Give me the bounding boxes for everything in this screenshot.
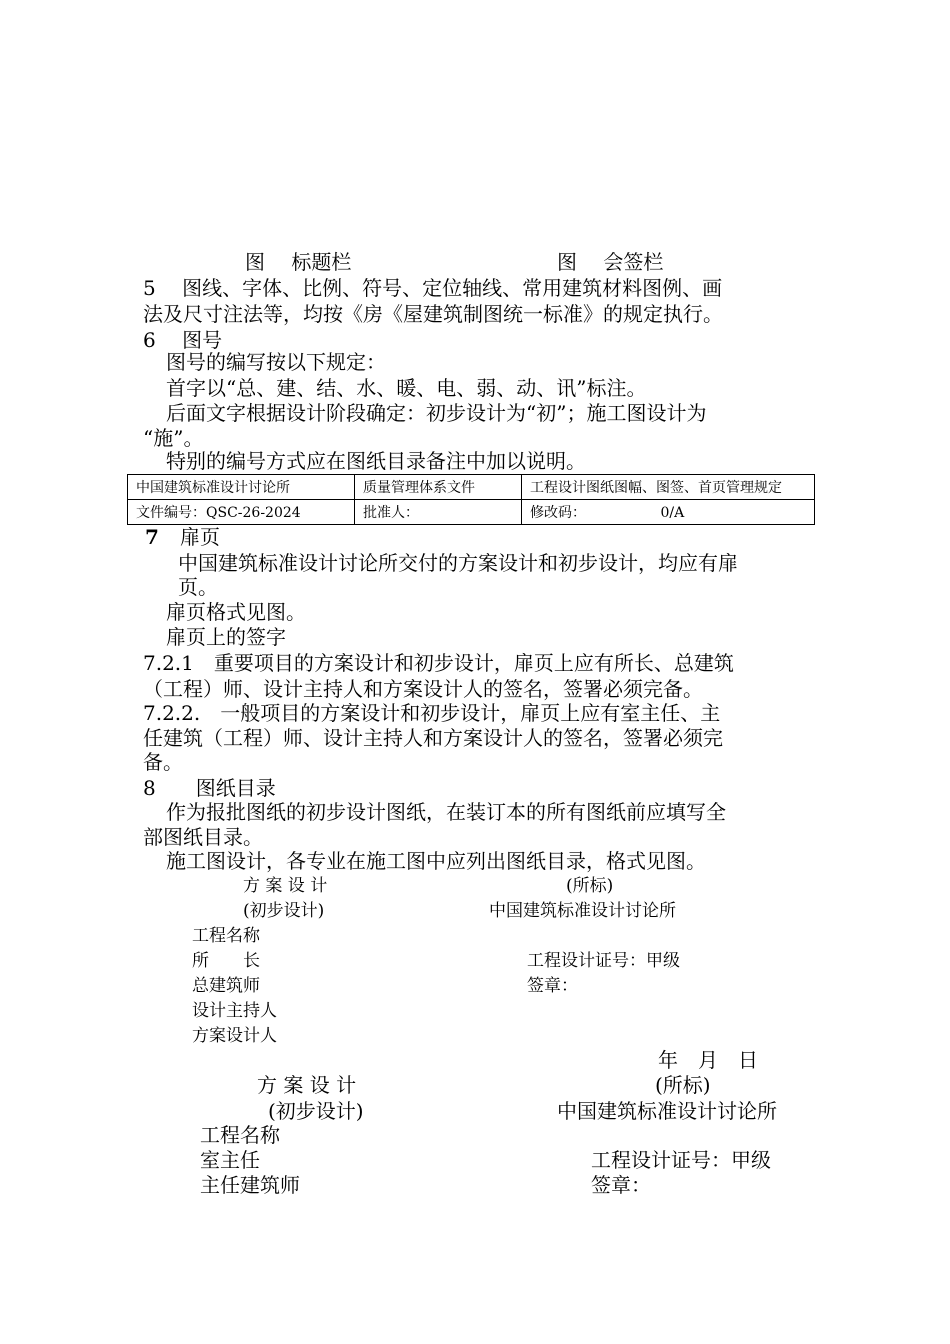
section-6-para-4: 特别的编号方式应在图纸目录备注中加以说明。 (166, 449, 586, 473)
section-7-heading: 扉页 (180, 525, 220, 549)
section-7-number: 7 (145, 525, 159, 549)
form1-design-host-label: 设计主持人 (192, 1001, 277, 1021)
form2-chief-architect-label: 主任建筑师 (200, 1173, 300, 1197)
form2-date-line: 年 月 日 (658, 1048, 758, 1072)
form2-title: 方 案 设 计 (257, 1073, 357, 1097)
section-6-para-3a: 后面文字根据设计阶段确定：初步设计为“初”；施工图设计为 (166, 401, 707, 425)
revision-value: 0/A (660, 505, 685, 521)
form1-institute-mark: (所标) (566, 876, 614, 896)
clause-7-2-2-line-3: 备。 (143, 750, 183, 774)
form2-certificate-label: 工程设计证号：甲级 (591, 1148, 771, 1172)
revision-label: 修改码： (530, 505, 586, 521)
figure-caption-signature-block: 图 会签栏 (557, 250, 664, 274)
section-6-para-3b: “施”。 (143, 426, 204, 450)
section-7-para-2: 扉页格式见图。 (166, 600, 306, 624)
section-6-para-2: 首字以“总、建、结、水、暖、电、弱、动、讯”标注。 (166, 376, 647, 400)
section-7-para-1b: 页。 (178, 575, 218, 599)
section-8-heading: 8 图纸目录 (143, 776, 276, 800)
form2-room-head-label: 室主任 (200, 1148, 260, 1172)
form2-project-name-label: 工程名称 (200, 1123, 280, 1147)
form1-certificate-label: 工程设计证号：甲级 (527, 951, 680, 971)
form1-director-label: 所 长 (192, 951, 260, 971)
form1-title: 方 案 设 计 (243, 876, 328, 896)
header-doc-number-cell: 文件编号：QSC-26-2024 (128, 500, 355, 525)
section-7-para-1a: 中国建筑标准设计讨论所交付的方案设计和初步设计，均应有扉 (178, 551, 738, 575)
section-8-para-1b: 部图纸目录。 (143, 825, 263, 849)
form1-subtitle: (初步设计) (243, 901, 325, 921)
header-doc-type-cell: 质量管理体系文件 (355, 475, 522, 500)
header-row-1 (128, 475, 815, 500)
form2-subtitle: (初步设计) (268, 1099, 364, 1123)
header-approver-cell: 批准人： (355, 500, 522, 525)
clause-7-2-1-line-1: 7.2.1 重要项目的方案设计和初步设计，扉页上应有所长、总建筑 (143, 651, 734, 675)
section-8-para-1a: 作为报批图纸的初步设计图纸，在装订本的所有图纸前应填写全 (166, 800, 726, 824)
section-5-line-2: 法及尺寸注法等，均按《房《屋建筑制图统一标准》的规定执行。 (143, 302, 723, 326)
form1-organization: 中国建筑标准设计讨论所 (489, 901, 676, 921)
header-doc-title-cell: 工程设计图纸图幅、图签、首页管理规定 (522, 475, 815, 500)
section-7-para-3: 扉页上的签字 (166, 625, 286, 649)
section-8-para-2: 施工图设计，各专业在施工图中应列出图纸目录，格式见图。 (166, 849, 706, 873)
section-5-line-1: 5 图线、字体、比例、符号、定位轴线、常用建筑材料图例、画 (143, 276, 723, 300)
form1-chief-architect-label: 总建筑师 (192, 976, 260, 996)
form1-seal-label: 签章： (527, 976, 578, 996)
clause-7-2-2-line-2: 任建筑（工程）师、设计主持人和方案设计人的签名，签署必须完 (143, 726, 723, 750)
figure-caption-title-block: 图 标题栏 (245, 250, 352, 274)
header-org-cell: 中国建筑标准设计讨论所 (128, 475, 355, 500)
form2-seal-label: 签章： (591, 1173, 651, 1197)
clause-7-2-2-line-1: 7.2.2. 一般项目的方案设计和初步设计，扉页上应有室主任、主 (143, 701, 721, 725)
form1-scheme-designer-label: 方案设计人 (192, 1026, 277, 1046)
clause-7-2-1-line-2: （工程）师、设计主持人和方案设计人的签名，签署必须完备。 (143, 677, 703, 701)
document-header-table (127, 474, 815, 525)
section-6-heading: 6 图号 (143, 328, 223, 352)
header-row-2 (128, 500, 815, 525)
form1-project-name-label: 工程名称 (192, 926, 260, 946)
header-revision-cell (522, 500, 815, 525)
form2-institute-mark: (所标) (655, 1073, 711, 1097)
section-6-para-1: 图号的编写按以下规定： (166, 350, 386, 374)
form2-organization: 中国建筑标准设计讨论所 (557, 1099, 777, 1123)
